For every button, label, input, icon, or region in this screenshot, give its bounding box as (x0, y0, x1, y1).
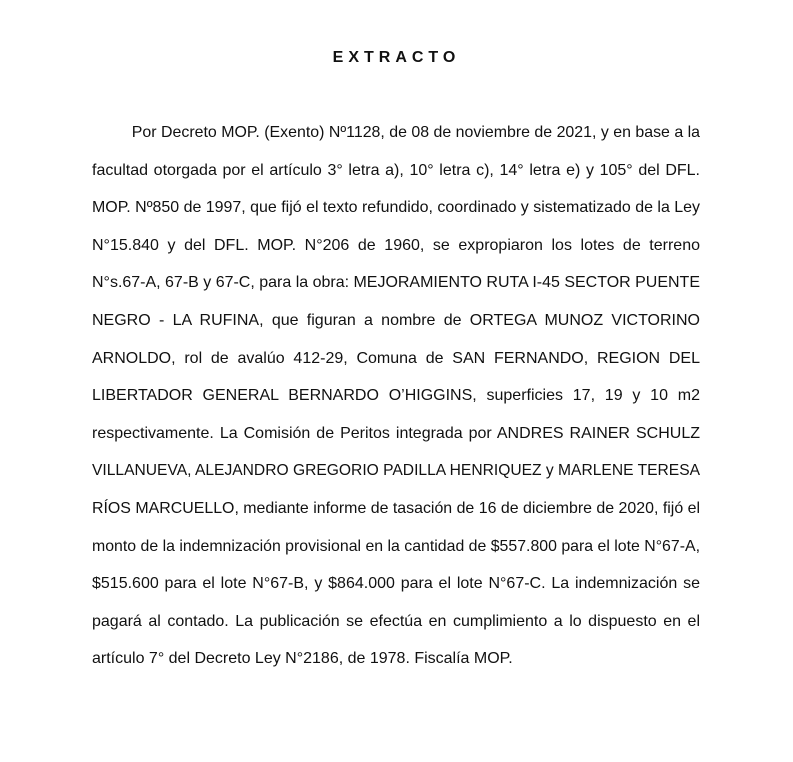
body-line: $515.600 para el lote N°67-B, y $864.000 para el lote N°67-C. La indemnización se (92, 575, 700, 593)
body-line: N°s.67-A, 67-B y 67-C, para la obra: MEJORAMIENTO RUTA I-45 SECTOR PUENTE (92, 274, 700, 292)
document-title: EXTRACTO (332, 49, 461, 66)
body-line: artículo 7° del Decreto Ley N°2186, de 1978. Fiscalía MOP. (92, 650, 513, 668)
body-line: pagará al contado. La publicación se efectúa en cumplimiento a lo dispuesto en el (92, 612, 700, 630)
body-line: Por Decreto MOP. (Exento) Nº1128, de 08 de noviembre de 2021, y en base a la (131, 124, 700, 141)
body-line: ARNOLDO, rol de avalúo 412-29, Comuna de SAN FERNANDO, REGION DEL (92, 349, 700, 367)
body-line: facultad otorgada por el artículo 3° letra a), 10° letra c), 14° letra e) y 105° del DFL. (92, 161, 700, 179)
body-line: monto de la indemnización provisional en la cantidad de $557.800 para el lote N°67-A, (92, 537, 700, 555)
body-line: VILLANUEVA, ALEJANDRO GREGORIO PADILLA HENRIQUEZ y MARLENE TERESA (92, 462, 701, 480)
body-line: N°15.840 y del DFL. MOP. N°206 de 1960, se expropiaron los lotes de terreno (92, 236, 700, 254)
body-line: MOP. Nº850 de 1997, que fijó el texto refundido, coordinado y sistematizado de la Ley (92, 199, 701, 217)
body-line: NEGRO - LA RUFINA, que figuran a nombre de ORTEGA MUNOZ VICTORINO (92, 311, 700, 329)
body-line: LIBERTADOR GENERAL BERNARDO O’HIGGINS, superficies 17, 19 y 10 m2 (92, 387, 700, 405)
body-line: respectivamente. La Comisión de Peritos integrada por ANDRES RAINER SCHULZ (92, 424, 700, 442)
body-line: RÍOS MARCUELLO, mediante informe de tasación de 16 de diciembre de 2020, fijó el (92, 499, 700, 517)
document-body (92, 122, 700, 686)
